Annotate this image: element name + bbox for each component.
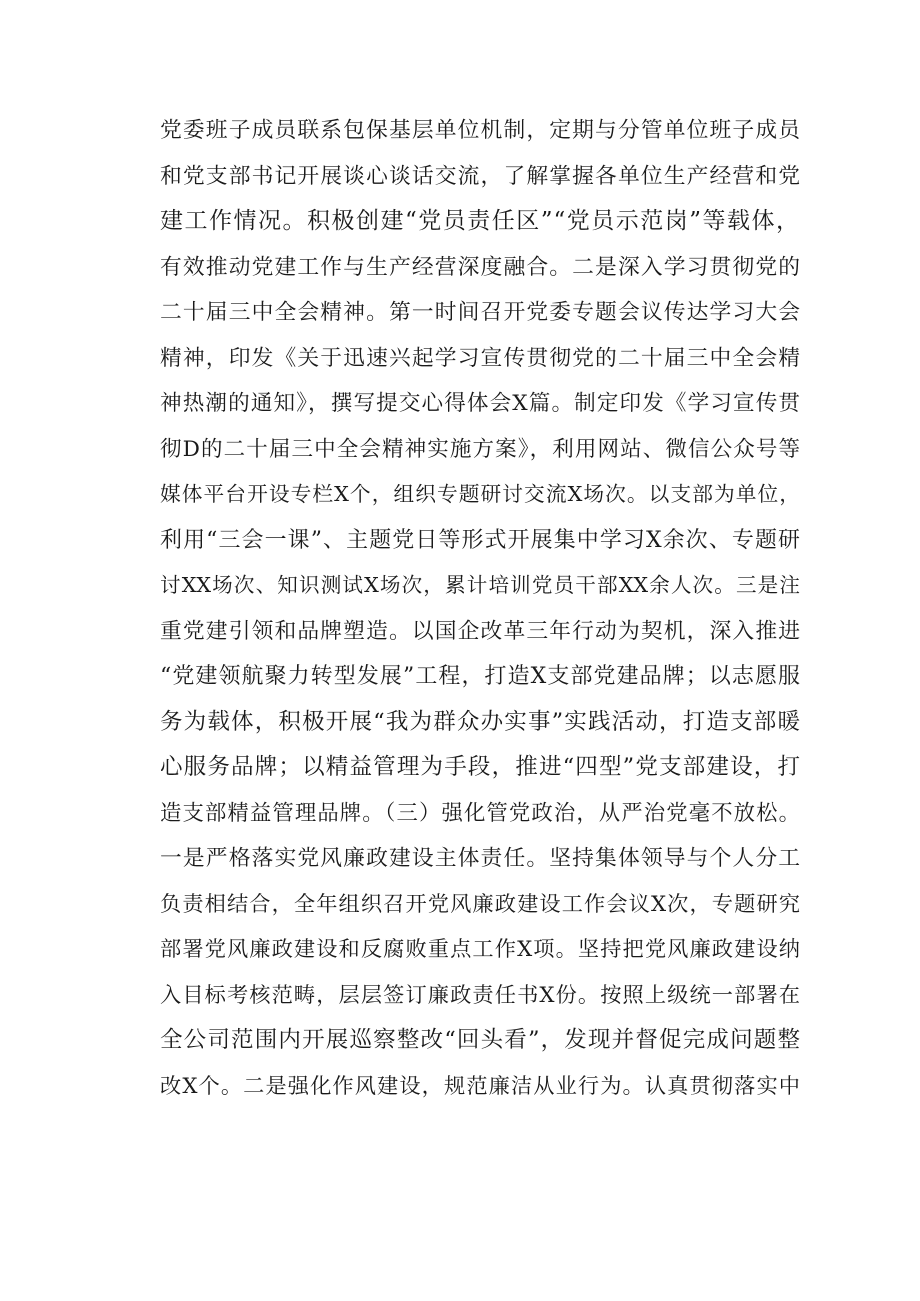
text-line: 彻D的二十届三中全会精神实施方案》，利用网站、微信公众号等 (160, 436, 800, 462)
text-line: 心服务品牌；以精益管理为手段，推进“四型”党支部建设，打 (160, 754, 800, 780)
text-line: 务为载体，积极开展“我为群众办实事”实践活动，打造支部暖 (160, 708, 800, 735)
text-line: 改X个。二是强化作风建设，规范廉洁从业行为。认真贯彻落实中 (160, 1073, 800, 1099)
text-line: 部署党风廉政建设和反腐败重点工作X项。坚持把党风廉政建设纳 (160, 937, 800, 962)
text-line: 重党建引领和品牌塑造。以国企改革三年行动为契机，深入推进 (160, 618, 800, 644)
text-line: 神热潮的通知》，撰写提交心得体会X篇。制定印发《学习宣传贯 (160, 391, 800, 416)
text-line: 党委班子成员联系包保基层单位机制，定期与分管单位班子成员 (160, 118, 800, 143)
text-line: 负责相结合，全年组织召开党风廉政建设工作会议X次，专题研究 (160, 891, 800, 917)
text-line: 精神，印发《关于迅速兴起学习宣传贯彻党的二十届三中全会精 (160, 345, 800, 371)
text-line: 全公司范围内开展巡察整改“回头看”，发现并督促完成问题整 (160, 1027, 800, 1053)
text-line: 有效推动党建工作与生产经营深度融合。二是深入学习贯彻党的 (160, 254, 800, 280)
text-line: 媒体平台开设专栏X个，组织专题研讨交流X场次。以支部为单位， (160, 482, 800, 506)
text-line: 入目标考核范畴，层层签订廉政责任书X份。按照上级统一部署在 (160, 982, 800, 1008)
text-line: 二十届三中全会精神。第一时间召开党委专题会议传达学习大会 (160, 300, 800, 325)
text-line: 和党支部书记开展谈心谈话交流，了解掌握各单位生产经营和党 (160, 163, 800, 189)
text-line: 造支部精益管理品牌。（三）强化管党政治，从严治党毫不放松。 (160, 800, 800, 826)
body-text (160, 108, 800, 1109)
text-line: 利用“三会一课”、主题党日等形式开展集中学习X余次、专题研 (160, 527, 800, 553)
text-line: 讨XX场次、知识测试X场次，累计培训党员干部XX余人次。三是注 (160, 573, 800, 597)
text-line: 建工作情况。积极创建“党员责任区”“党员示范岗”等载体， (160, 208, 800, 234)
text-line: “党建领航聚力转型发展”工程，打造X支部党建品牌；以志愿服 (160, 664, 800, 689)
text-line: 一是严格落实党风廉政建设主体责任。坚持集体领导与个人分工 (160, 846, 800, 871)
